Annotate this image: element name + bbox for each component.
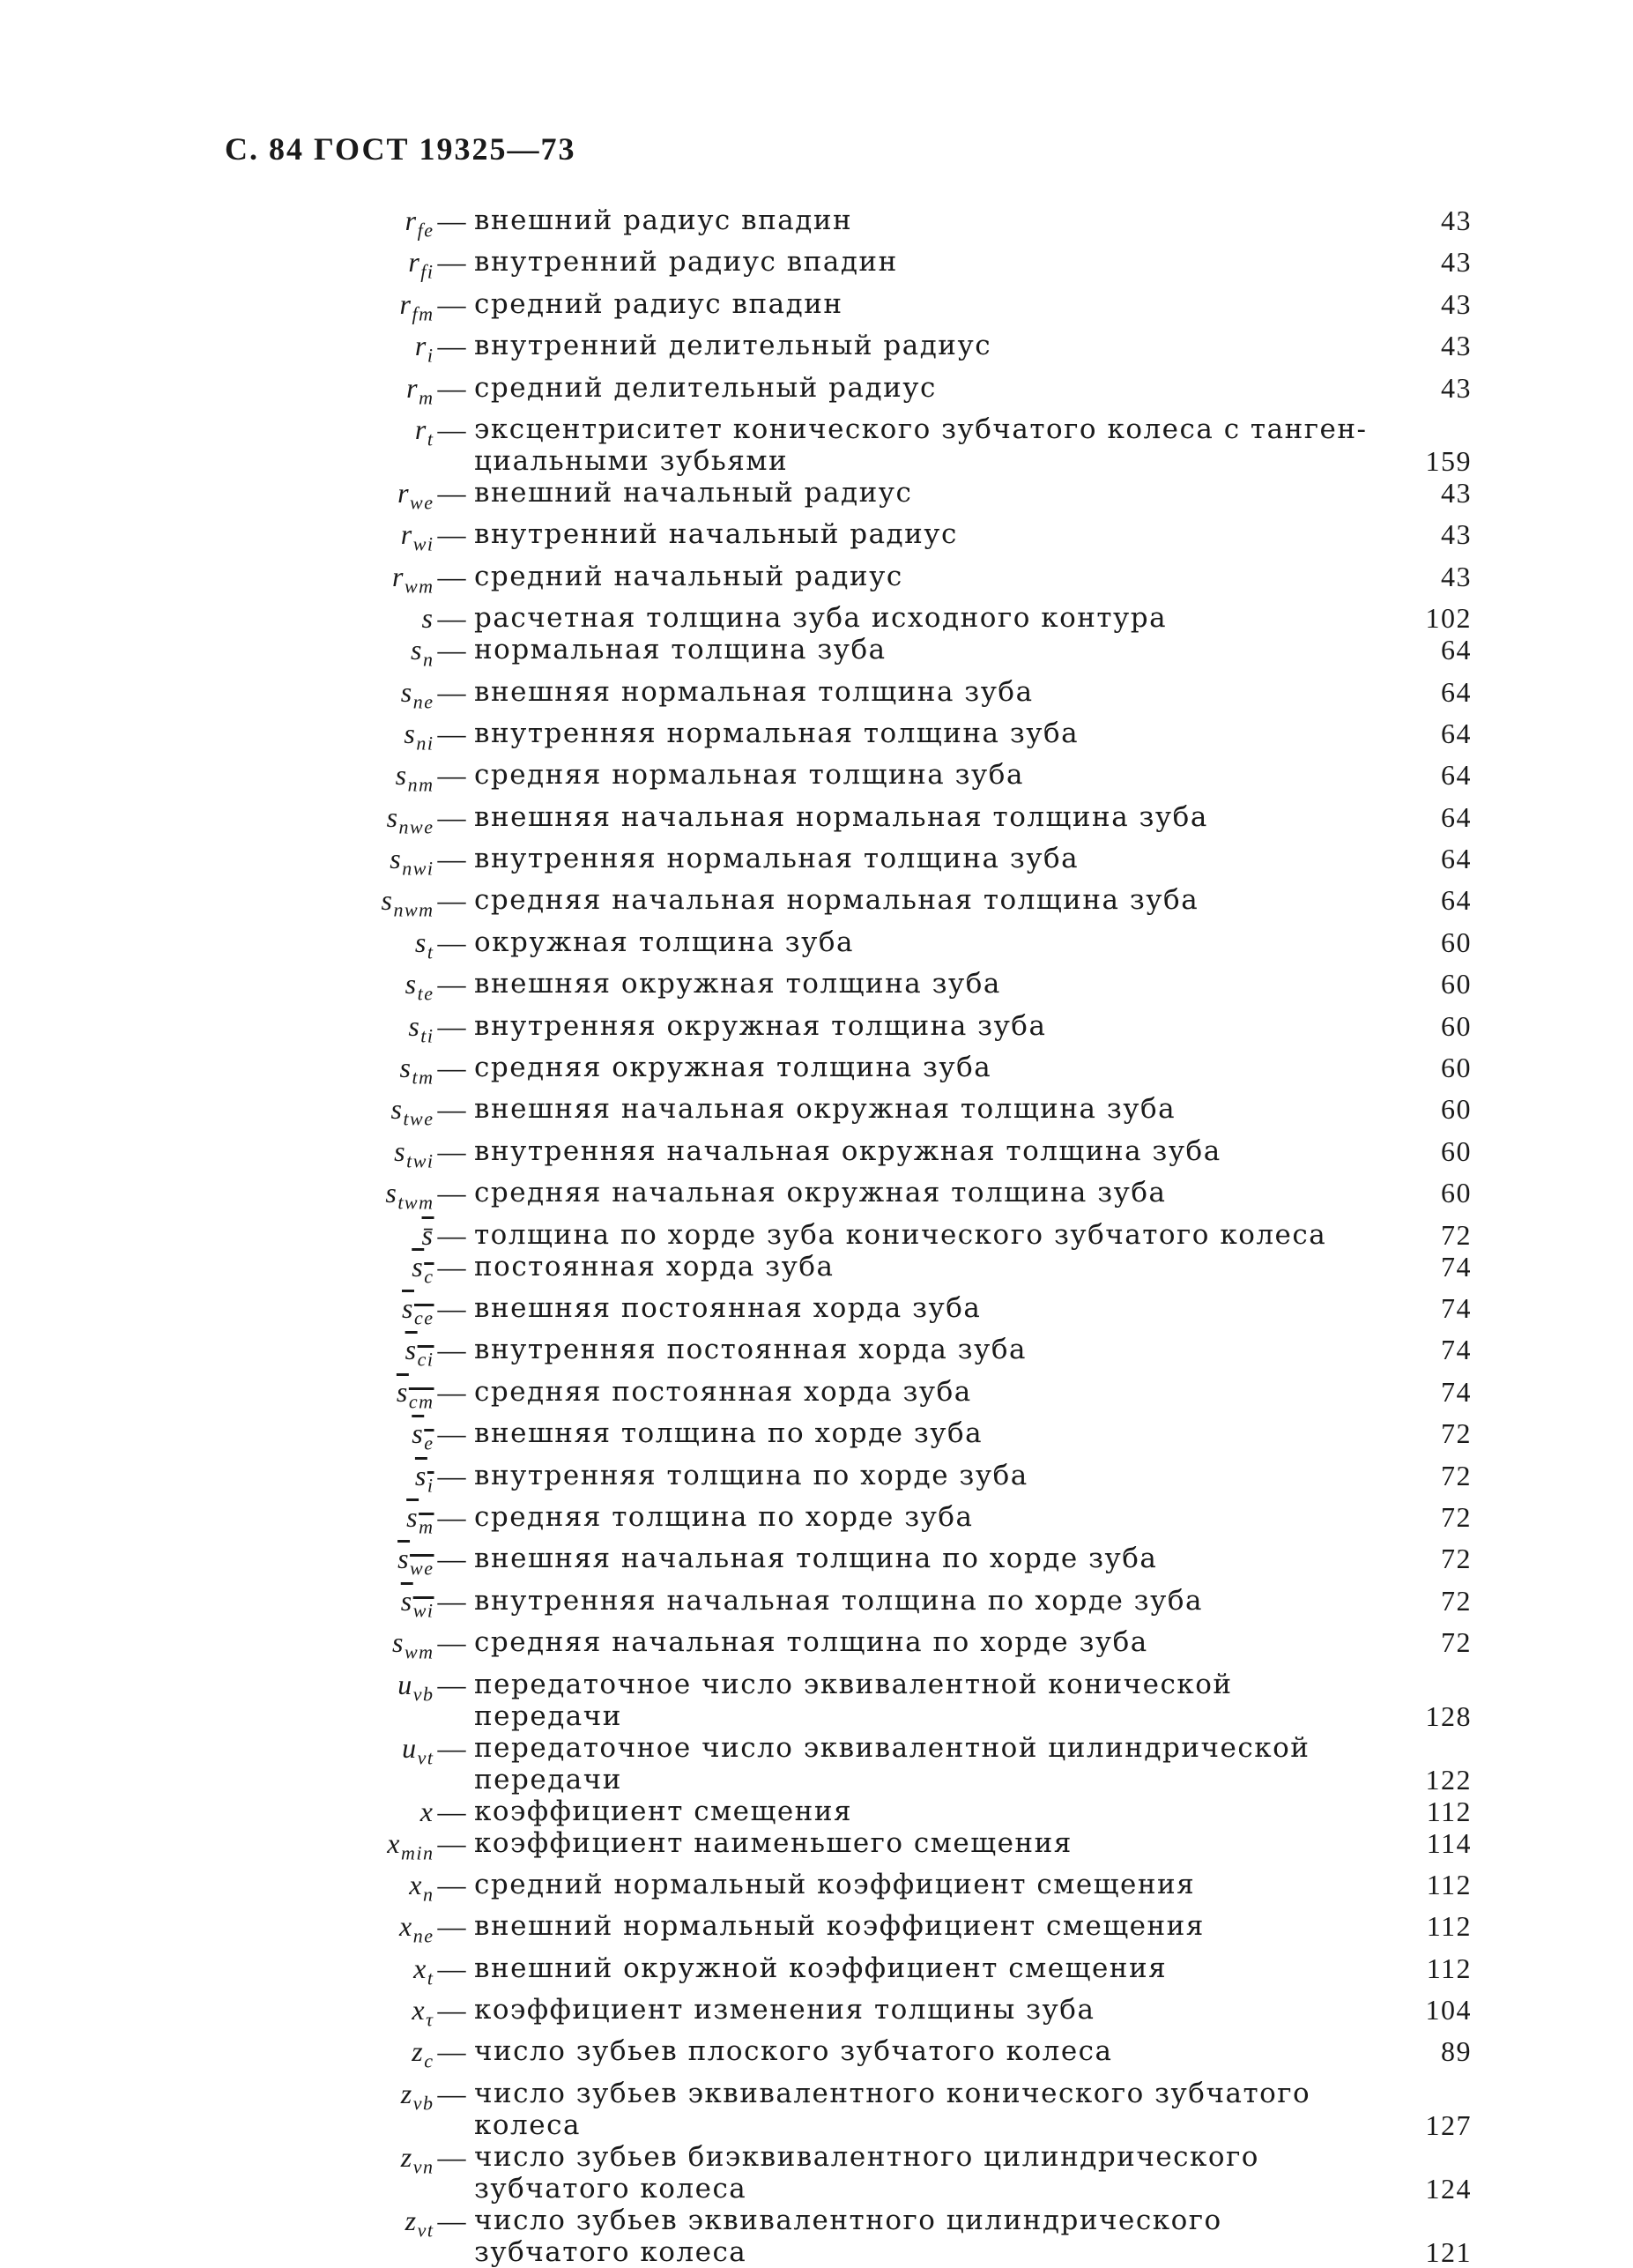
entry-page: 128 bbox=[1425, 1699, 1472, 1732]
entry-page: 112 bbox=[1426, 1795, 1472, 1827]
index-entry bbox=[335, 2141, 1472, 2205]
entry-definition: средний начальный радиус bbox=[474, 560, 903, 592]
dash: — bbox=[437, 1218, 467, 1251]
entry-symbol: $s_{twi}—$ bbox=[394, 1134, 467, 1172]
entry-page: 64 bbox=[1441, 759, 1472, 792]
entry-definition: средняя толщина по хорде зуба bbox=[474, 1500, 974, 1533]
entry-definition: внутренняя нормальная толщина зуба bbox=[474, 843, 1080, 875]
dash: — bbox=[437, 2077, 467, 2109]
entry-definition: средняя нормальная толщина зуба bbox=[474, 759, 1024, 792]
entry-symbol: s̄— bbox=[421, 1218, 467, 1251]
index-entry bbox=[335, 884, 1472, 926]
dash: — bbox=[437, 675, 467, 708]
dash: — bbox=[437, 843, 467, 875]
entry-page: 122 bbox=[1425, 1763, 1472, 1796]
entry-definition: передаточное число эквивалентной цилиндрической передачи bbox=[474, 1731, 1310, 1796]
dash: — bbox=[437, 1868, 467, 1900]
entry-page: 43 bbox=[1441, 246, 1472, 279]
index-entry bbox=[335, 1093, 1472, 1134]
dash: — bbox=[437, 1334, 467, 1366]
index-entry bbox=[335, 1501, 1472, 1543]
entry-page: 89 bbox=[1441, 2035, 1472, 2068]
entry-definition: средняя начальная нормальная толщина зуба bbox=[474, 884, 1199, 917]
index-entry bbox=[335, 1219, 1472, 1251]
entry-page: 112 bbox=[1426, 1952, 1472, 1984]
index-entry bbox=[335, 759, 1472, 800]
index-entry bbox=[335, 1952, 1472, 1994]
entry-definition: внешний начальный радиус bbox=[474, 476, 913, 509]
entry-definition: постоянная хорда зуба bbox=[474, 1250, 835, 1283]
entry-page: 74 bbox=[1441, 1291, 1472, 1324]
index-entry bbox=[335, 1543, 1472, 1584]
dash: — bbox=[437, 1500, 467, 1533]
entry-page: 43 bbox=[1441, 518, 1472, 551]
dash: — bbox=[437, 413, 467, 445]
entry-symbol: $s_e—$ bbox=[412, 1417, 467, 1454]
entry-page: 60 bbox=[1441, 1052, 1472, 1084]
index-entry bbox=[335, 413, 1472, 477]
dash: — bbox=[437, 634, 467, 666]
dash: — bbox=[437, 1826, 467, 1859]
entry-definition: внутренняя постоянная хорда зуба bbox=[474, 1334, 1027, 1366]
entry-definition: внутренняя окружная толщина зуба bbox=[474, 1009, 1047, 1042]
entry-page: 43 bbox=[1441, 330, 1472, 362]
entry-page: 43 bbox=[1441, 204, 1472, 236]
dash: — bbox=[437, 1250, 467, 1283]
entry-definition: внешняя постоянная хорда зуба bbox=[474, 1291, 982, 1324]
index-entry bbox=[335, 1994, 1472, 2035]
dash: — bbox=[437, 1375, 467, 1408]
index-entry bbox=[335, 1010, 1472, 1052]
index-entry bbox=[335, 1626, 1472, 1668]
dash: — bbox=[437, 1543, 467, 1575]
entry-symbol: $z_{vt}—$ bbox=[405, 2204, 467, 2242]
entry-definition: средний нормальный коэффициент смещения bbox=[474, 1868, 1196, 1900]
entry-page: 43 bbox=[1441, 560, 1472, 592]
entry-symbol: $s_{twm}—$ bbox=[385, 1177, 467, 1214]
entry-symbol: $s_c—$ bbox=[412, 1250, 467, 1287]
entry-definition: число зубьев плоского зубчатого колеса bbox=[474, 2035, 1113, 2068]
entry-definition: число зубьев биэквивалентного цилиндрического зубчатого колеса bbox=[474, 2140, 1259, 2205]
dash: — bbox=[437, 1731, 467, 1764]
entry-symbol: x— bbox=[419, 1795, 467, 1827]
dash: — bbox=[437, 1134, 467, 1167]
dash: — bbox=[437, 1417, 467, 1450]
entry-definition: эксцентриситет конического зубчатого колеса с танген-циальными зубьями bbox=[474, 413, 1368, 477]
entry-symbol: $s_t—$ bbox=[414, 926, 467, 963]
entry-symbol: $s_{wi}—$ bbox=[400, 1584, 467, 1622]
entry-definition: внешняя начальная толщина по хорде зуба bbox=[474, 1543, 1158, 1575]
index-entry bbox=[335, 1177, 1472, 1218]
dash: — bbox=[437, 1584, 467, 1617]
entry-definition: внешняя нормальная толщина зуба bbox=[474, 675, 1034, 708]
dash: — bbox=[437, 1009, 467, 1042]
dash: — bbox=[437, 800, 467, 833]
entry-page: 74 bbox=[1441, 1250, 1472, 1283]
dash: — bbox=[437, 2035, 467, 2068]
entry-symbol: $z_c—$ bbox=[412, 2035, 467, 2072]
entry-symbol: $r_{fm}—$ bbox=[399, 287, 467, 325]
entry-page: 159 bbox=[1425, 444, 1472, 477]
entry-definition: передаточное число эквивалентной конической передачи bbox=[474, 1668, 1233, 1732]
entry-symbol: $x_{ne}—$ bbox=[399, 1910, 467, 1947]
index-entry bbox=[335, 1827, 1472, 1869]
index-entry bbox=[335, 1292, 1472, 1334]
entry-page: 112 bbox=[1426, 1910, 1472, 1943]
entry-definition: расчетная толщина зуба исходного контура bbox=[474, 602, 1168, 635]
index-entry bbox=[335, 1052, 1472, 1093]
entry-page: 60 bbox=[1441, 1134, 1472, 1167]
index-entry bbox=[335, 1251, 1472, 1292]
dash: — bbox=[437, 204, 467, 236]
entry-definition: внешний окружной коэффициент смещения bbox=[474, 1952, 1168, 1984]
entry-definition: число зубьев эквивалентного цилиндрического зубчатого колеса bbox=[474, 2204, 1222, 2268]
index-entry bbox=[335, 1417, 1472, 1459]
entry-page: 74 bbox=[1441, 1375, 1472, 1408]
dash: — bbox=[437, 246, 467, 279]
symbol-index bbox=[335, 204, 1472, 2268]
dash: — bbox=[437, 2204, 467, 2236]
entry-definition: средняя окружная толщина зуба bbox=[474, 1052, 992, 1084]
entry-definition: число зубьев эквивалентного конического зубчатого колеса bbox=[474, 2077, 1311, 2141]
entry-symbol: $s_{nwe}—$ bbox=[386, 800, 467, 838]
entry-definition: внешняя окружная толщина зуба bbox=[474, 968, 1001, 1000]
entry-page: 127 bbox=[1425, 2108, 1472, 2141]
index-entry bbox=[335, 288, 1472, 330]
entry-symbol: $r_t—$ bbox=[414, 413, 467, 450]
entry-page: 104 bbox=[1425, 1994, 1472, 2026]
entry-symbol: $r_{wi}—$ bbox=[400, 518, 467, 555]
entry-definition: средняя начальная окружная толщина зуба bbox=[474, 1177, 1167, 1209]
entry-symbol: $x_t—$ bbox=[413, 1952, 467, 1989]
entry-symbol: $s_{ti}—$ bbox=[408, 1009, 467, 1047]
entry-definition: внешний радиус впадин bbox=[474, 204, 853, 236]
entry-page: 72 bbox=[1441, 1500, 1472, 1533]
dash: — bbox=[437, 371, 467, 404]
page-header: С. 84 ГОСТ 19325—73 bbox=[225, 131, 576, 167]
dash: — bbox=[437, 287, 467, 320]
entry-page: 60 bbox=[1441, 1093, 1472, 1126]
dash: — bbox=[437, 602, 467, 635]
entry-symbol: $x_n—$ bbox=[409, 1868, 467, 1906]
entry-page: 72 bbox=[1441, 1543, 1472, 1575]
index-entry bbox=[335, 1376, 1472, 1417]
index-entry bbox=[335, 246, 1472, 287]
entry-definition: средний делительный радиус bbox=[474, 371, 937, 404]
dash: — bbox=[437, 1093, 467, 1126]
index-entry bbox=[335, 2078, 1472, 2141]
entry-page: 60 bbox=[1441, 968, 1472, 1000]
entry-definition: внешняя толщина по хорде зуба bbox=[474, 1417, 984, 1450]
entry-page: 72 bbox=[1441, 1417, 1472, 1450]
dash: — bbox=[437, 518, 467, 551]
entry-definition: внешняя начальная окружная толщина зуба bbox=[474, 1093, 1177, 1126]
entry-symbol: $u_{vt}—$ bbox=[402, 1731, 467, 1768]
entry-page: 102 bbox=[1425, 602, 1472, 635]
entry-page: 64 bbox=[1441, 717, 1472, 749]
entry-definition: окружная толщина зуба bbox=[474, 926, 854, 958]
dash: — bbox=[437, 330, 467, 362]
entry-symbol: $r_{fi}—$ bbox=[408, 246, 467, 283]
dash: — bbox=[437, 968, 467, 1000]
entry-page: 72 bbox=[1441, 1584, 1472, 1617]
entry-definition: толщина по хорде зуба конического зубчатого колеса bbox=[474, 1218, 1327, 1251]
index-entry bbox=[335, 843, 1472, 884]
entry-page: 43 bbox=[1441, 371, 1472, 404]
entry-symbol: $s_{ni}—$ bbox=[404, 717, 467, 755]
entry-page: 43 bbox=[1441, 287, 1472, 320]
entry-definition: внутренняя нормальная толщина зуба bbox=[474, 717, 1080, 749]
entry-symbol: $r_{fe}—$ bbox=[405, 204, 467, 242]
entry-symbol: $s_{ce}—$ bbox=[402, 1291, 467, 1329]
index-entry bbox=[335, 518, 1472, 560]
entry-definition: коэффициент изменения толщины зуба bbox=[474, 1994, 1095, 2026]
entry-symbol: $s_{te}—$ bbox=[405, 968, 467, 1005]
entry-symbol: s— bbox=[421, 602, 467, 635]
entry-page: 72 bbox=[1441, 1218, 1472, 1251]
entry-symbol: $s_{nwi}—$ bbox=[390, 843, 467, 880]
dash: — bbox=[437, 1626, 467, 1659]
entry-symbol: $s_{twe}—$ bbox=[390, 1093, 467, 1130]
entry-page: 114 bbox=[1426, 1826, 1472, 1859]
entry-symbol: $s_{nwm}—$ bbox=[381, 884, 467, 921]
entry-symbol: $s_{cm}—$ bbox=[396, 1375, 467, 1413]
index-entry bbox=[335, 676, 1472, 718]
index-entry bbox=[335, 968, 1472, 1009]
dash: — bbox=[437, 1291, 467, 1324]
index-entry bbox=[335, 1796, 1472, 1827]
entry-page: 64 bbox=[1441, 634, 1472, 666]
index-entry bbox=[335, 330, 1472, 371]
dash: — bbox=[437, 1177, 467, 1209]
entry-definition: нормальная толщина зуба bbox=[474, 634, 887, 666]
entry-definition: внутренняя начальная окружная толщина зуба bbox=[474, 1134, 1221, 1167]
entry-page: 64 bbox=[1441, 800, 1472, 833]
dash: — bbox=[437, 926, 467, 958]
index-entry bbox=[335, 372, 1472, 413]
index-entry bbox=[335, 1460, 1472, 1501]
entry-symbol: $z_{vb}—$ bbox=[400, 2077, 467, 2115]
entry-symbol: $x_\tau—$ bbox=[412, 1994, 467, 2031]
entry-page: 124 bbox=[1425, 2172, 1472, 2205]
entry-page: 72 bbox=[1441, 1626, 1472, 1659]
index-entry bbox=[335, 204, 1472, 246]
dash: — bbox=[437, 1459, 467, 1491]
dash: — bbox=[437, 560, 467, 592]
entry-page: 74 bbox=[1441, 1334, 1472, 1366]
entry-page: 112 bbox=[1426, 1868, 1472, 1900]
entry-symbol: $s_n—$ bbox=[411, 634, 467, 671]
entry-definition: средний радиус впадин bbox=[474, 287, 843, 320]
entry-definition: коэффициент смещения bbox=[474, 1795, 853, 1827]
index-entry bbox=[335, 477, 1472, 518]
entry-page: 43 bbox=[1441, 476, 1472, 509]
index-entry bbox=[335, 1910, 1472, 1952]
dash: — bbox=[437, 759, 467, 792]
entry-definition: средняя постоянная хорда зуба bbox=[474, 1375, 972, 1408]
entry-symbol: $s_{tm}—$ bbox=[399, 1052, 467, 1089]
index-entry bbox=[335, 561, 1472, 602]
dash: — bbox=[437, 1668, 467, 1700]
entry-definition: коэффициент наименьшего смещения bbox=[474, 1826, 1073, 1859]
entry-page: 72 bbox=[1441, 1459, 1472, 1491]
entry-definition: внутренний радиус впадин bbox=[474, 246, 898, 279]
index-entry bbox=[335, 801, 1472, 843]
entry-page: 60 bbox=[1441, 1177, 1472, 1209]
entry-page: 64 bbox=[1441, 843, 1472, 875]
entry-page: 60 bbox=[1441, 1009, 1472, 1042]
index-entry bbox=[335, 634, 1472, 675]
entry-definition: внешний нормальный коэффициент смещения bbox=[474, 1910, 1205, 1943]
entry-symbol: $r_{wm}—$ bbox=[391, 560, 467, 598]
index-entry bbox=[335, 718, 1472, 759]
entry-definition: внутренний делительный радиус bbox=[474, 330, 992, 362]
entry-page: 64 bbox=[1441, 884, 1472, 917]
entry-page: 121 bbox=[1425, 2235, 1472, 2268]
entry-definition: средняя начальная толщина по хорде зуба bbox=[474, 1626, 1148, 1659]
dash: — bbox=[437, 1994, 467, 2026]
entry-symbol: $s_{we}—$ bbox=[397, 1543, 467, 1580]
entry-symbol: $s_m—$ bbox=[406, 1500, 467, 1538]
entry-symbol: $u_{vb}—$ bbox=[397, 1668, 467, 1705]
entry-symbol: $r_m—$ bbox=[406, 371, 467, 408]
dash: — bbox=[437, 1952, 467, 1984]
index-entry bbox=[335, 1135, 1472, 1177]
index-entry bbox=[335, 1669, 1472, 1732]
entry-symbol: $x_{min}—$ bbox=[387, 1826, 467, 1863]
index-entry bbox=[335, 1732, 1472, 1796]
entry-symbol: $s_i—$ bbox=[414, 1459, 467, 1496]
dash: — bbox=[437, 2140, 467, 2173]
entry-symbol: $r_{we}—$ bbox=[397, 476, 467, 514]
index-entry bbox=[335, 2205, 1472, 2268]
entry-definition: внешняя начальная нормальная толщина зуба bbox=[474, 800, 1208, 833]
entry-symbol: $r_i—$ bbox=[414, 330, 467, 367]
dash: — bbox=[437, 1910, 467, 1943]
entry-symbol: $s_{nm}—$ bbox=[395, 759, 467, 796]
index-entry bbox=[335, 1869, 1472, 1910]
index-entry bbox=[335, 1585, 1472, 1626]
entry-symbol: $s_{ci}—$ bbox=[405, 1334, 467, 1371]
entry-symbol: $s_{wm}—$ bbox=[391, 1626, 467, 1663]
index-entry bbox=[335, 926, 1472, 968]
entry-page: 60 bbox=[1441, 926, 1472, 958]
entry-page: 64 bbox=[1441, 675, 1472, 708]
entry-symbol: $s_{ne}—$ bbox=[400, 675, 467, 712]
dash: — bbox=[437, 884, 467, 917]
dash: — bbox=[437, 476, 467, 509]
dash: — bbox=[437, 1795, 467, 1827]
dash: — bbox=[437, 1052, 467, 1084]
entry-definition: внутренняя толщина по хорде зуба bbox=[474, 1459, 1028, 1491]
entry-symbol: $z_{vn}—$ bbox=[400, 2140, 467, 2178]
index-entry bbox=[335, 2035, 1472, 2077]
dash: — bbox=[437, 717, 467, 749]
index-entry bbox=[335, 1334, 1472, 1375]
entry-definition: внутренняя начальная толщина по хорде зуба bbox=[474, 1584, 1203, 1617]
entry-definition: внутренний начальный радиус bbox=[474, 518, 958, 551]
index-entry bbox=[335, 602, 1472, 634]
